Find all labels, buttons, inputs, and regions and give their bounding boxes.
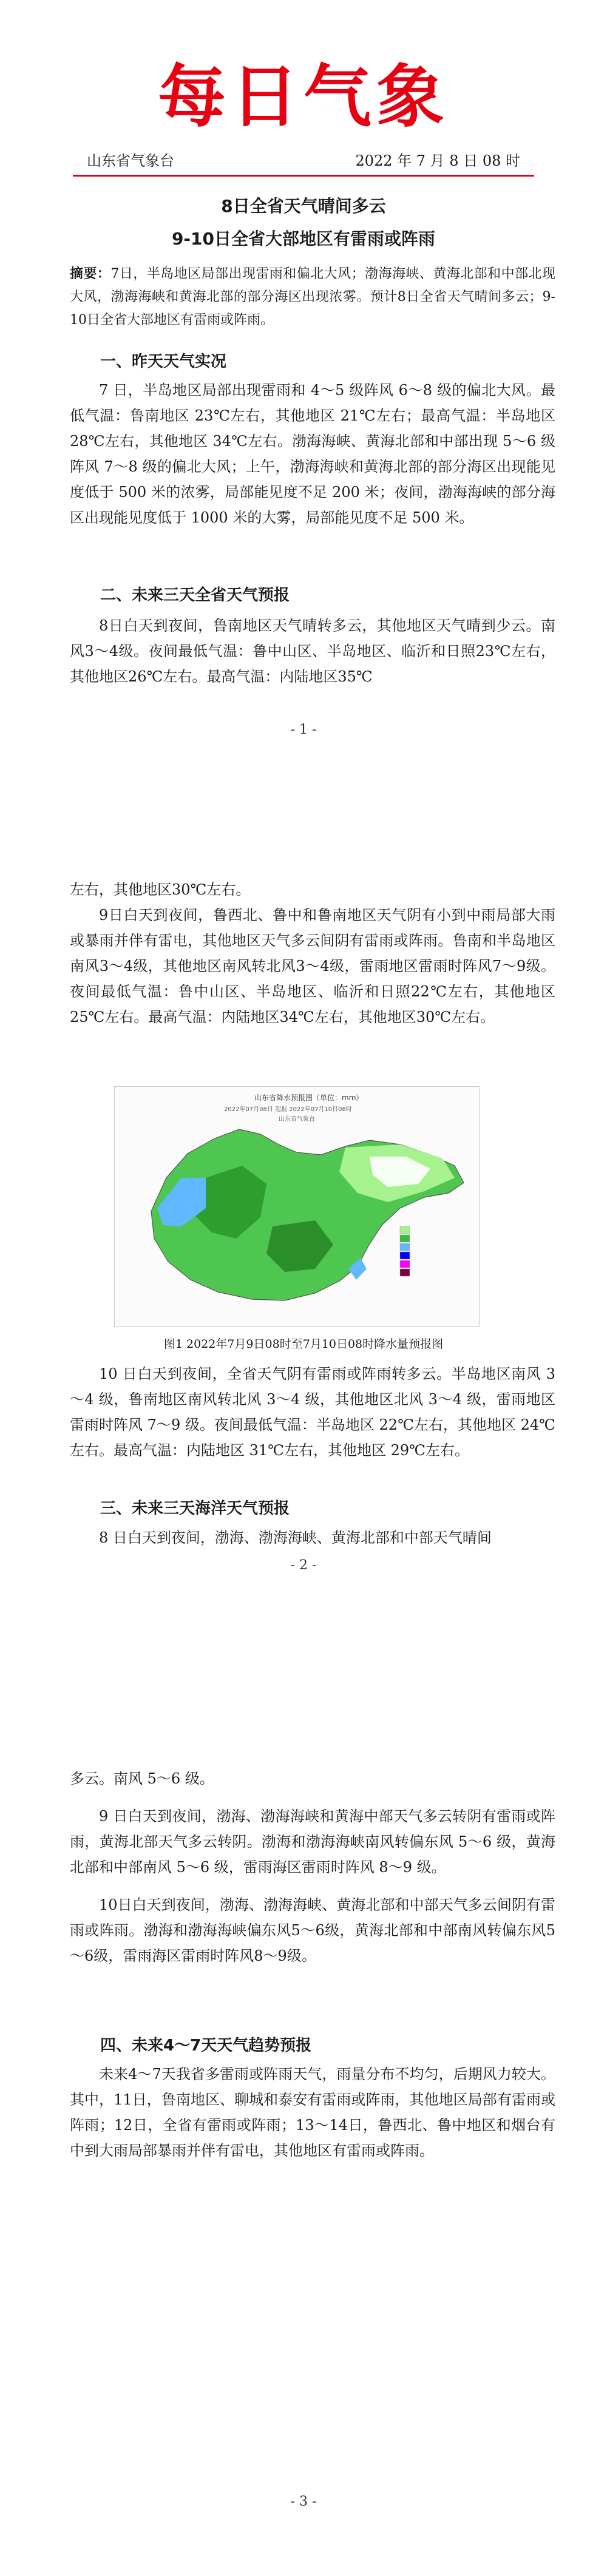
section-2-body-c bbox=[70, 1361, 555, 1463]
legend-swatch-2 bbox=[400, 1235, 410, 1242]
section-3-body-a bbox=[70, 1525, 555, 1550]
section-3-paragraph-1a: 8 日白天到夜间，渤海、渤海海峡、黄海北部和中部天气晴间 bbox=[99, 1529, 492, 1546]
section-title-1: 一、昨天天气实况 bbox=[100, 353, 227, 371]
page-number-1: - 1 - bbox=[290, 722, 317, 737]
masthead-rule bbox=[73, 175, 534, 177]
legend-swatch-6 bbox=[400, 1269, 410, 1276]
section-2-paragraph-1a: 8日白天到夜间，鲁南地区天气晴转多云，其他地区天气晴到少云。南风3～4级。夜间最低气温：鲁中山区、半岛地区、临沂和日照23℃左右，其他地区26℃左右。最高气温：内陆地区35℃ bbox=[70, 617, 555, 685]
page-1 bbox=[0, 0, 607, 816]
headline-2: 9-10日全省大部地区有雷雨或阵雨 bbox=[171, 229, 436, 249]
figure-caption: 图1 2022年7月9日08时至7月10日08时降水量预报图 bbox=[163, 1337, 444, 1351]
section-title-4: 四、未来4～7天天气趋势预报 bbox=[100, 2037, 312, 2055]
section-3-paragraph-2: 9 日白天到夜间，渤海、渤海海峡和黄海中部天气多云转阴有雷雨或阵雨，黄海北部天气多云转阴。渤海和渤海海峡南风转偏东风 5～6 级，黄海北部和中部南风 5～6 级，雷雨海区雷雨时阵风 8～9 级。 bbox=[70, 1808, 555, 1876]
issuer: 山东省气象台 bbox=[87, 152, 174, 169]
legend-swatch-3 bbox=[400, 1243, 410, 1251]
section-title-2: 二、未来三天全省天气预报 bbox=[100, 586, 290, 604]
section-3-paragraph-1b: 多云。南风 5～6 级。 bbox=[70, 1770, 214, 1787]
section-4-paragraph: 未来4～7天我省多雷雨或阵雨天气，雨量分布不均匀，后期风力较大。其中，11日，鲁南地区、聊城和泰安有雷雨或阵雨，其他地区局部有雷雨或阵雨；12日，全省有雷雨或阵雨；13～14日，鲁西北、鲁中地区和烟台有中到大雨局部暴雨并伴有雷电，其他地区有雷雨或阵雨。 bbox=[70, 2066, 555, 2159]
abstract-label: 摘要： bbox=[70, 266, 111, 282]
section-4-body bbox=[70, 2061, 555, 2163]
legend-swatch-1 bbox=[400, 1226, 410, 1234]
section-1-paragraph: 7 日，半岛地区局部出现雷雨和 4～5 级阵风 6～8 级的偏北大风。最低气温：鲁南地区 23℃左右，其他地区 21℃左右；最高气温：半岛地区 28℃左右，其他地区 34℃左右。渤海海峡、黄海北部和中部出现 5～6 级阵风 7～8 级的偏北大风；上午，渤海海峡和黄海北部的部分海区出现能见度低于 500 米的浓雾，局部能见度不足 200 米；夜间，渤海海峡的部分海区出现能见度低于 1000 米的大雾，局部能见度不足 500 米。 bbox=[70, 382, 555, 526]
page-number-2: - 2 - bbox=[290, 1558, 317, 1573]
section-3-paragraph-3: 10日白天到夜间，渤海、渤海海峡、黄海北部和中部天气多云间阴有雷雨或阵雨。渤海和渤海海峡偏东风5～6级，黄海北部和中部南风转偏东风5～6级，雷雨海区雷雨时阵风8～9级。 bbox=[70, 1896, 555, 1964]
abstract bbox=[70, 263, 555, 332]
map-subtitle: 2022年07月08日 起报 2022年07月10日08时 bbox=[224, 1106, 352, 1113]
legend-swatch-5 bbox=[400, 1260, 410, 1268]
map-org: 山东省气象台 bbox=[279, 1116, 315, 1123]
legend-swatch-4 bbox=[400, 1252, 410, 1259]
headline-1: 8日全省天气晴间多云 bbox=[221, 196, 386, 216]
abstract-text: 7日，半岛地区局部出现雷雨和偏北大风；渤海海峡、黄海北部和中部北现大风，渤海海峡和黄海北部的部分海区出现浓雾。预计8日全省天气晴间多云；9-10日全省大部地区有雷雨或阵雨。 bbox=[70, 266, 555, 328]
section-2-body-a bbox=[70, 613, 555, 689]
section-3-body-b bbox=[70, 1766, 555, 1969]
precipitation-map bbox=[114, 1086, 480, 1327]
precipitation-map-svg bbox=[115, 1087, 479, 1327]
section-2-paragraph-3: 10 日白天到夜间，全省天气阴有雷雨或阵雨转多云。半岛地区南风 3～4 级，鲁南地区南风转北风 3～4 级，其他地区北风 3～4 级，雷雨地区雷雨时阵风 7～9 级。夜间最低气温：半岛地区 22℃左右，其他地区 24℃左右。最高气温：内陆地区 31℃左右，其他地区 29℃左右。 bbox=[70, 1365, 555, 1459]
masthead-title: 每日气象 bbox=[158, 58, 449, 137]
page-2 bbox=[0, 816, 607, 1690]
section-2-paragraph-1b: 左右，其他地区30℃左右。 bbox=[70, 881, 251, 898]
section-title-3: 三、未来三天海洋天气预报 bbox=[100, 1499, 290, 1518]
map-title: 山东省降水预报图（单位：mm） bbox=[254, 1094, 364, 1102]
page-3 bbox=[0, 1690, 607, 2576]
page-number-3: - 3 - bbox=[290, 2494, 317, 2509]
section-2-body-b bbox=[70, 877, 555, 1030]
section-1-body bbox=[70, 377, 555, 530]
map-legend bbox=[400, 1226, 410, 1276]
section-2-paragraph-2: 9日白天到夜间，鲁西北、鲁中和鲁南地区天气阴有小到中雨局部大雨或暴雨并伴有雷电，其他地区天气多云间阴有雷雨或阵雨。鲁南和半岛地区南风3～4级，其他地区南风转北风3～4级，雷雨地区雷雨时阵风7～9级。夜间最低气温：鲁中山区、半岛地区、临沂和日照22℃左右，其他地区25℃左右。最高气温：内陆地区34℃左右，其他地区30℃左右。 bbox=[70, 907, 555, 1026]
issue-date: 2022 年 7 月 8 日 08 时 bbox=[355, 152, 520, 169]
